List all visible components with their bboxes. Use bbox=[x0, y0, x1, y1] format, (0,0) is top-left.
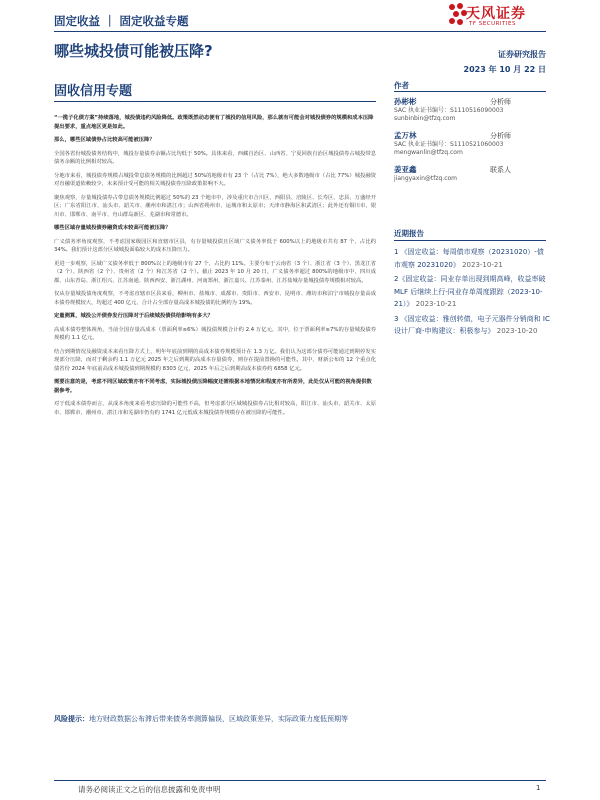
body-paragraph: 全国各省份城投债务结构中，城投存量债券余额占比均低于 50%。具体来看，西藏自治区、山西省、宁夏回族自治区城投债券占城投带息债务余额的比例相对较高。 bbox=[54, 150, 376, 165]
header-section: 固定收益 ｜ 固定收益专题 bbox=[54, 14, 189, 28]
page-title: 哪些城投债可能被压降? bbox=[54, 42, 213, 60]
recent-report-title[interactable]: 1 《固定收益：每周债市观察（20231020）-债市观察 20231020》 bbox=[394, 248, 544, 269]
page-number: 1 bbox=[536, 784, 541, 792]
report-body bbox=[54, 114, 376, 422]
column-title: 固收信用专题 bbox=[54, 84, 133, 99]
recent-divider bbox=[394, 240, 546, 241]
author-email[interactable]: sunbinbin@tfzq.com bbox=[394, 115, 456, 122]
recent-reports-list bbox=[394, 246, 550, 340]
recent-report-date: 2023-10-21 bbox=[415, 300, 457, 308]
author-cert: SAC 执业证书编号：S1110516090003 bbox=[394, 106, 504, 114]
recent-report-date: 2023-10-20 bbox=[496, 327, 538, 335]
risk-label: 风险提示： bbox=[54, 715, 89, 723]
risk-warning bbox=[54, 714, 384, 725]
body-paragraph: 结合到期情况及融资成本来看压降方式上，明年年底前到期的高成本债券规模预计在 1.3 万亿。我们认为这部分债券可能通过到期停发实现部分压降，而对于剩余约 1.1 万亿元 2025 年之后到期的高成本存量债券，则存在提前置换的可能性。其中，财新公布的 12 个重点化债省份 2024 年底前高成本城投债到期规模约 8303 亿元，2025 年后之后到期高成本债券约 6858 亿元。 bbox=[54, 348, 376, 372]
body-paragraph: 分地市来看，城投债券规模占城投带息债务规模的比例超过 50%的地级市有 23 个（占比 7%），绝大多数地级市（占比 77%）城投融资对直融渠道依赖较少，未来预计受可能的相关城投债券压降政策影响不大。 bbox=[54, 172, 376, 187]
author-email[interactable]: mengwanlin@tfzq.com bbox=[394, 149, 463, 156]
recent-report-item[interactable] bbox=[394, 246, 550, 271]
recent-report-item[interactable] bbox=[394, 273, 550, 311]
body-paragraph: “一揽子化债方案”持续落地，城投债违约风险降低。政策既然动态便有了城投的信用风险，那么就有可能会对城投债券的规模和成本压降提出要求，重点地区更是如此。 bbox=[54, 115, 374, 130]
report-type: 证券研究报告 bbox=[498, 50, 546, 59]
report-date: 2023 年 10 月 22 日 bbox=[463, 65, 546, 74]
author-name: 孟万林 bbox=[394, 131, 417, 140]
body-paragraph: 哪些区域存量城投债券融资成本较高可能被压降？ bbox=[54, 225, 171, 231]
author-name: 姜亚鑫 bbox=[394, 165, 417, 174]
author-role: 分析师 bbox=[490, 98, 511, 106]
author-role: 联系人 bbox=[490, 166, 511, 174]
author-email[interactable]: jiangyaxin@tfzq.com bbox=[394, 174, 458, 182]
authors-divider bbox=[394, 91, 546, 92]
authors-heading: 作者 bbox=[394, 81, 409, 90]
body-paragraph: 需要注意的是，考虑不同区域政策亦有不同考虑，实际城投债压降幅度还需根据本地情况和程度亦有所差异，此处仅从可能的视角提供数据参考。 bbox=[54, 379, 372, 394]
body-paragraph: 定量测算，城投公开债券发行压降对于后续城投债供给影响有多大？ bbox=[54, 313, 213, 319]
body-paragraph: 对于低成本债券而言，从成本角度来看考虑压降的可能性不高，但考虑部分区域城投债券占比相对较高，阳江市、汕头市、韶关市、太原市、邯郸市、潮州市、湛江市和芜湖市仍有约 1741 亿元低成本城投债券规模存在被压降的可能性。 bbox=[54, 401, 376, 416]
author-name: 孙彬彬 bbox=[394, 97, 417, 106]
brand-name-cn: 天风证券 bbox=[466, 6, 526, 22]
author-card bbox=[394, 98, 546, 124]
body-paragraph: 更进一步观察，区域广义债务率低于 800%以上的地级市有 27 个，占比约 11%。主要分布于云南省（3 个）、浙江省（3 个）、黑龙江省（2 个）、陕西省（2 个）、贵州省（2 个）和江苏省（2 个）。截止 2023 年 10 月 20 日，广义债务率超过 800%的地级市中，四川成都、山东青岛、浙江绍兴、江苏南通、陕西西安、浙江湖州、河南郑州、浙江嘉兴、江苏泰州、江苏盐城存量城投债券规模相对较高。 bbox=[54, 260, 376, 284]
recent-report-date: 2023-10-21 bbox=[462, 260, 503, 269]
recent-report-title[interactable]: 2《固定收益：同业存单出现到期高峰，收益率破 MLF 后继续上行-同业存单周度跟踪（2023-10-21）》 bbox=[394, 275, 546, 308]
recent-heading: 近期报告 bbox=[394, 229, 424, 238]
author-card bbox=[394, 166, 546, 183]
recent-report-title[interactable]: 3 《固定收益：雅创转债，电子元器件分销商和 IC 设计厂商-申购建议：积极参与》 bbox=[394, 314, 550, 335]
body-paragraph: 高成本债券整体视角，当前全国存量高成本（票面利率≥6%）城投债规模合计约 2.4 万亿元，其中，位于票面利率≥7%的存量城投债券规模约 1.1 亿元。 bbox=[54, 326, 376, 341]
author-cert: SAC 执业证书编号：S1110521060003 bbox=[394, 140, 504, 148]
body-paragraph: 那么，哪些区域债券占比较高可能被压降？ bbox=[54, 137, 155, 143]
body-paragraph: 广义债务率角度观察，不考虑国家级园区和直辖市区县，有存量城投债且区域广义债务率低于 600%以上的地级市共有 87 个，占比约 34%。我们预计这部分区域城投面临较大的成本压降压力。 bbox=[54, 238, 376, 253]
author-card bbox=[394, 132, 546, 158]
footer-divider bbox=[54, 780, 546, 781]
author-role: 分析师 bbox=[490, 132, 511, 140]
footer-disclaimer: 请务必阅读正文之后的信息披露和免责申明 bbox=[78, 785, 221, 794]
column-divider bbox=[54, 101, 376, 102]
risk-text: 地方财政数据公布滞后带来债务率测算偏误，区域政策差异，实际政策力度低预期等 bbox=[89, 715, 348, 723]
body-paragraph: 聚焦观察，存量城投债券占带息债务规模比例超过 50%的 23 个地市中，涉及重庆市合川区、西阳县、涪陵区、长寿区、忠县、万盛经开区；广东省阳江市、汕头市、韶关市、潮州市和湛江市；山西省朔州市、运城市和太原市；天津市静海区和武清区；此外还有铜川市、银川市、邯郸市、南平市、舟山群岛新区、芜湖市和常德市。 bbox=[54, 194, 376, 218]
recent-report-item[interactable] bbox=[394, 313, 550, 338]
body-paragraph: 仅从存量城投债角度观察，不考虑直辖市区县来看，柳州市、盐城市、成都市、贵阳市、西安市、昆明市、潍坊市和泊宁市城投存量高成本债券规模较大，均超过 400 亿元，合计占全部存量高成本城投债的比例约为 19%。 bbox=[54, 291, 376, 306]
brand-name-en: TF SECURITIES bbox=[469, 21, 516, 27]
